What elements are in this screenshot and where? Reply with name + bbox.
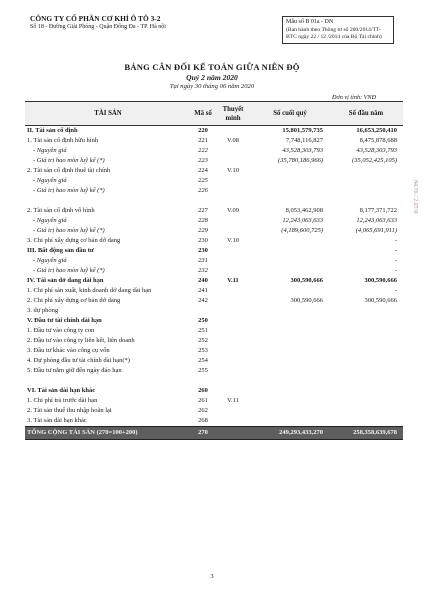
table-row <box>25 346 403 356</box>
document-title: BẢNG CÂN ĐỐI KẾ TOÁN GIỮA NIÊN ĐỘ <box>124 62 300 72</box>
cell-start: (35,052,425,105) <box>352 157 397 164</box>
cell-note: V.10 <box>227 167 239 174</box>
form-info-box <box>282 16 394 44</box>
cell-end: 43,528,303,793 <box>282 147 323 154</box>
cell-start <box>329 416 403 427</box>
cell-start <box>329 366 403 376</box>
cell-note <box>215 256 251 266</box>
header-asset: TÀI SẢN <box>25 102 191 126</box>
table-row <box>25 226 403 236</box>
document-period: Quý 2 năm 2020 <box>186 73 238 82</box>
cell-note <box>215 246 251 256</box>
cell-start <box>329 406 403 416</box>
cell-code: 260 <box>198 387 208 394</box>
header-start: Số đầu năm <box>329 102 403 126</box>
table-header-row <box>25 102 403 126</box>
cell-code: 268 <box>198 417 208 424</box>
cell-start <box>329 346 403 356</box>
cell-note <box>215 146 251 156</box>
cell-note <box>215 326 251 336</box>
cell-asset: 2. Tài sản cố định vô hình <box>27 207 95 214</box>
cell-code: 252 <box>198 337 208 344</box>
cell-note: V.11 <box>227 277 239 284</box>
cell-start <box>329 306 403 316</box>
cell-end: 300,590,666 <box>290 297 323 304</box>
table-row <box>25 256 403 266</box>
cell-end <box>251 246 329 256</box>
company-header <box>30 14 230 31</box>
header-end: Số cuối quý <box>251 102 329 126</box>
cell-end <box>251 186 329 196</box>
cell-asset: 2. Tài sản thuế thu nhập hoãn lại <box>27 407 112 414</box>
cell-start: - <box>394 257 397 264</box>
cell-asset: 3. Đầu tư khác vào công cụ vốn <box>27 347 110 354</box>
form-description: (Ban hành theo Thông tư số 200/2014/TT-BTC ngày 22 / 12 /2014 của Bộ Tài chính) <box>286 26 382 40</box>
cell-start: 12,243,063,633 <box>356 217 397 224</box>
cell-start <box>329 316 403 326</box>
table-row <box>25 316 403 326</box>
cell-code: 222 <box>198 147 208 154</box>
cell-start: (4,065,691,911) <box>355 227 397 234</box>
cell-note <box>215 316 251 326</box>
cell-code: 231 <box>198 257 208 264</box>
cell-code: 229 <box>198 227 208 234</box>
document-date: Tại ngày 30 tháng 06 năm 2020 <box>169 83 255 90</box>
total-name: TỔNG CỘNG TÀI SẢN (270=100+200) <box>25 427 191 440</box>
cell-asset: 1. Tài sản cố định hữu hình <box>27 137 99 144</box>
cell-asset <box>25 196 191 206</box>
cell-start: 300,590,666 <box>364 277 397 284</box>
cell-note <box>215 286 251 296</box>
cell-end: 15,801,579,735 <box>282 127 323 134</box>
table-row <box>25 266 403 276</box>
cell-code: 223 <box>198 157 208 164</box>
header-note: Thuyết minh <box>215 102 251 126</box>
cell-asset: II. Tài sản cố định <box>27 127 78 134</box>
total-start: 258,358,639,678 <box>329 427 403 440</box>
cell-end: 8,053,462,908 <box>285 207 323 214</box>
company-address: Số 18 - Đường Giải Phóng - Quận Đống Đa - TP. Hà nội <box>30 24 166 30</box>
cell-asset: - Nguyên giá <box>33 217 67 224</box>
page-number: 3 <box>210 573 214 580</box>
cell-asset: 3. Tài sản dài hạn khác <box>27 417 87 424</box>
cell-asset: 1. Chi phí trả trước dài hạn <box>27 397 98 404</box>
cell-start: 8,177,371,722 <box>359 207 397 214</box>
cell-code: 227 <box>198 207 208 214</box>
table-row <box>25 146 403 156</box>
table-row <box>25 416 403 427</box>
header-code: Mã số <box>191 102 215 126</box>
cell-code: 261 <box>198 397 208 404</box>
cell-note: V.10 <box>227 237 239 244</box>
cell-end: 300,590,666 <box>290 277 323 284</box>
cell-start: - <box>394 267 397 274</box>
cell-code: 241 <box>198 287 208 294</box>
cell-note <box>215 126 251 137</box>
cell-note <box>215 386 251 396</box>
company-name: CÔNG TY CỔ PHẦN CƠ KHÍ Ô TÔ 3-2 <box>30 14 161 23</box>
cell-note <box>215 216 251 226</box>
cell-end <box>251 236 329 246</box>
cell-code <box>191 376 215 386</box>
cell-code: 221 <box>198 137 208 144</box>
cell-start <box>329 336 403 346</box>
cell-note: V.08 <box>227 137 239 144</box>
cell-asset: 5. Đầu tư nắm giữ đến ngày đáo hạn <box>27 367 122 374</box>
total-code: 270 <box>191 427 215 440</box>
cell-end <box>251 306 329 316</box>
cell-end: 12,243,063,633 <box>282 217 323 224</box>
table-row <box>25 396 403 406</box>
cell-code: 230 <box>198 247 208 254</box>
cell-end <box>251 356 329 366</box>
table-row <box>25 126 403 137</box>
cell-end <box>251 376 329 386</box>
table-row <box>25 236 403 246</box>
table-row <box>25 206 403 216</box>
cell-note <box>215 156 251 166</box>
cell-asset: - Nguyên giá <box>33 147 67 154</box>
cell-note <box>215 306 251 316</box>
cell-start <box>329 376 403 386</box>
table-row <box>25 196 403 206</box>
cell-code <box>191 306 215 316</box>
cell-end <box>251 386 329 396</box>
cell-asset: IV. Tài sản dở dang dài hạn <box>27 277 104 284</box>
cell-code: 255 <box>198 367 208 374</box>
cell-note <box>215 226 251 236</box>
table-row <box>25 246 403 256</box>
cell-code: 224 <box>198 167 208 174</box>
cell-note <box>215 406 251 416</box>
table-row <box>25 336 403 346</box>
cell-asset: V. Đầu tư tài chính dài hạn <box>27 317 102 324</box>
cell-end <box>251 316 329 326</box>
table-row <box>25 296 403 306</box>
table-row <box>25 176 403 186</box>
cell-start <box>329 326 403 336</box>
currency-unit: Đơn vị tính: VNĐ <box>332 94 377 101</box>
cell-end <box>251 396 329 406</box>
cell-code: 262 <box>198 407 208 414</box>
table-row <box>25 186 403 196</box>
table-row <box>25 306 403 316</box>
cell-end <box>251 336 329 346</box>
cell-start <box>329 186 403 196</box>
table-row <box>25 166 403 176</box>
cell-asset: 3. dự phòng <box>27 307 59 314</box>
total-end: 249,293,433,270 <box>251 427 329 440</box>
cell-asset: 1. Chi phí sản xuất, kinh doanh dở dang dài hạn <box>27 287 152 294</box>
table-row <box>25 386 403 396</box>
cell-code: 220 <box>198 127 208 134</box>
cell-end <box>251 176 329 186</box>
cell-asset: - Giá trị hao mòn luỹ kế (*) <box>33 227 105 234</box>
cell-asset: 4. Dự phòng đầu tư tài chính dài hạn(*) <box>27 357 130 364</box>
cell-asset: - Giá trị hao mòn luỹ kế (*) <box>33 157 105 164</box>
cell-note <box>215 266 251 276</box>
cell-note <box>215 416 251 427</box>
cell-end: (4,189,600,725) <box>281 227 323 234</box>
cell-code: 242 <box>198 297 208 304</box>
cell-note <box>215 296 251 306</box>
cell-asset: - Nguyên giá <box>33 177 67 184</box>
cell-note: V.09 <box>227 207 239 214</box>
table-row <box>25 156 403 166</box>
cell-code: 232 <box>198 267 208 274</box>
table-row <box>25 276 403 286</box>
cell-note <box>215 196 251 206</box>
balance-sheet-table <box>25 101 403 440</box>
cell-note <box>215 366 251 376</box>
table-row <box>25 356 403 366</box>
total-row <box>25 427 403 440</box>
table-row <box>25 286 403 296</box>
table-row <box>25 216 403 226</box>
cell-start <box>329 386 403 396</box>
cell-start <box>329 196 403 206</box>
cell-end <box>251 366 329 376</box>
cell-code: 240 <box>198 277 208 284</box>
cell-code: 254 <box>198 357 208 364</box>
total-note <box>215 427 251 440</box>
cell-asset: 3. Chi phí xây dựng cơ bản dở dang <box>27 237 121 244</box>
table-row <box>25 366 403 376</box>
table-row <box>25 406 403 416</box>
cell-end <box>251 326 329 336</box>
cell-asset: - Nguyên giá <box>33 257 67 264</box>
table-row <box>25 376 403 386</box>
cell-note <box>215 356 251 366</box>
cell-start: 43,528,303,793 <box>356 147 397 154</box>
cell-asset: - Giá trị hao mòn luỹ kế (*) <box>33 267 105 274</box>
cell-asset: 1. Đầu tư vào công ty con <box>27 327 95 334</box>
cell-code: 250 <box>198 317 208 324</box>
cell-end <box>251 166 329 176</box>
cell-note <box>215 346 251 356</box>
cell-end <box>251 346 329 356</box>
cell-end: 7,748,116,827 <box>285 137 323 144</box>
cell-end <box>251 256 329 266</box>
cell-code: 230 <box>198 237 208 244</box>
cell-note <box>215 376 251 386</box>
cell-start <box>329 396 403 406</box>
cell-start: - <box>394 287 397 294</box>
cell-asset: III. Bất động sản đầu tư <box>27 247 94 254</box>
cell-asset: - Giá trị hao mòn luỹ kế (*) <box>33 187 105 194</box>
cell-start <box>329 176 403 186</box>
cell-asset: VI. Tài sản dài hạn khác <box>27 387 96 394</box>
cell-code <box>191 196 215 206</box>
cell-start: - <box>394 247 397 254</box>
margin-mark: 84.76 / 2.07/0 <box>412 180 418 214</box>
form-code: Mẫu số B 01a - DN <box>286 19 334 25</box>
cell-note <box>215 176 251 186</box>
cell-end <box>251 416 329 427</box>
cell-start: 16,653,250,410 <box>356 127 397 134</box>
table-body <box>25 126 403 440</box>
cell-start: 300,590,666 <box>364 297 397 304</box>
cell-note: V.11 <box>227 397 239 404</box>
cell-start: - <box>394 237 397 244</box>
cell-asset: 2. Đầu tư vào công ty liên kết, liên doanh <box>27 337 135 344</box>
cell-start <box>329 356 403 366</box>
table-row <box>25 326 403 336</box>
cell-end: (35,780,186,966) <box>278 157 323 164</box>
cell-code: 226 <box>198 187 208 194</box>
table-row <box>25 136 403 146</box>
cell-end <box>251 286 329 296</box>
cell-code: 228 <box>198 217 208 224</box>
cell-note <box>215 336 251 346</box>
cell-end <box>251 406 329 416</box>
cell-end <box>251 266 329 276</box>
cell-code: 251 <box>198 327 208 334</box>
cell-code: 225 <box>198 177 208 184</box>
cell-start: 8,475,878,688 <box>359 137 397 144</box>
cell-start <box>329 166 403 176</box>
cell-asset: 2. Chi phí xây dựng cơ bản dở dang <box>27 297 121 304</box>
cell-end <box>251 196 329 206</box>
cell-note <box>215 186 251 196</box>
cell-asset: 2. Tài sản cố định thuê tài chính <box>27 167 111 174</box>
cell-asset <box>25 376 191 386</box>
cell-code: 253 <box>198 347 208 354</box>
